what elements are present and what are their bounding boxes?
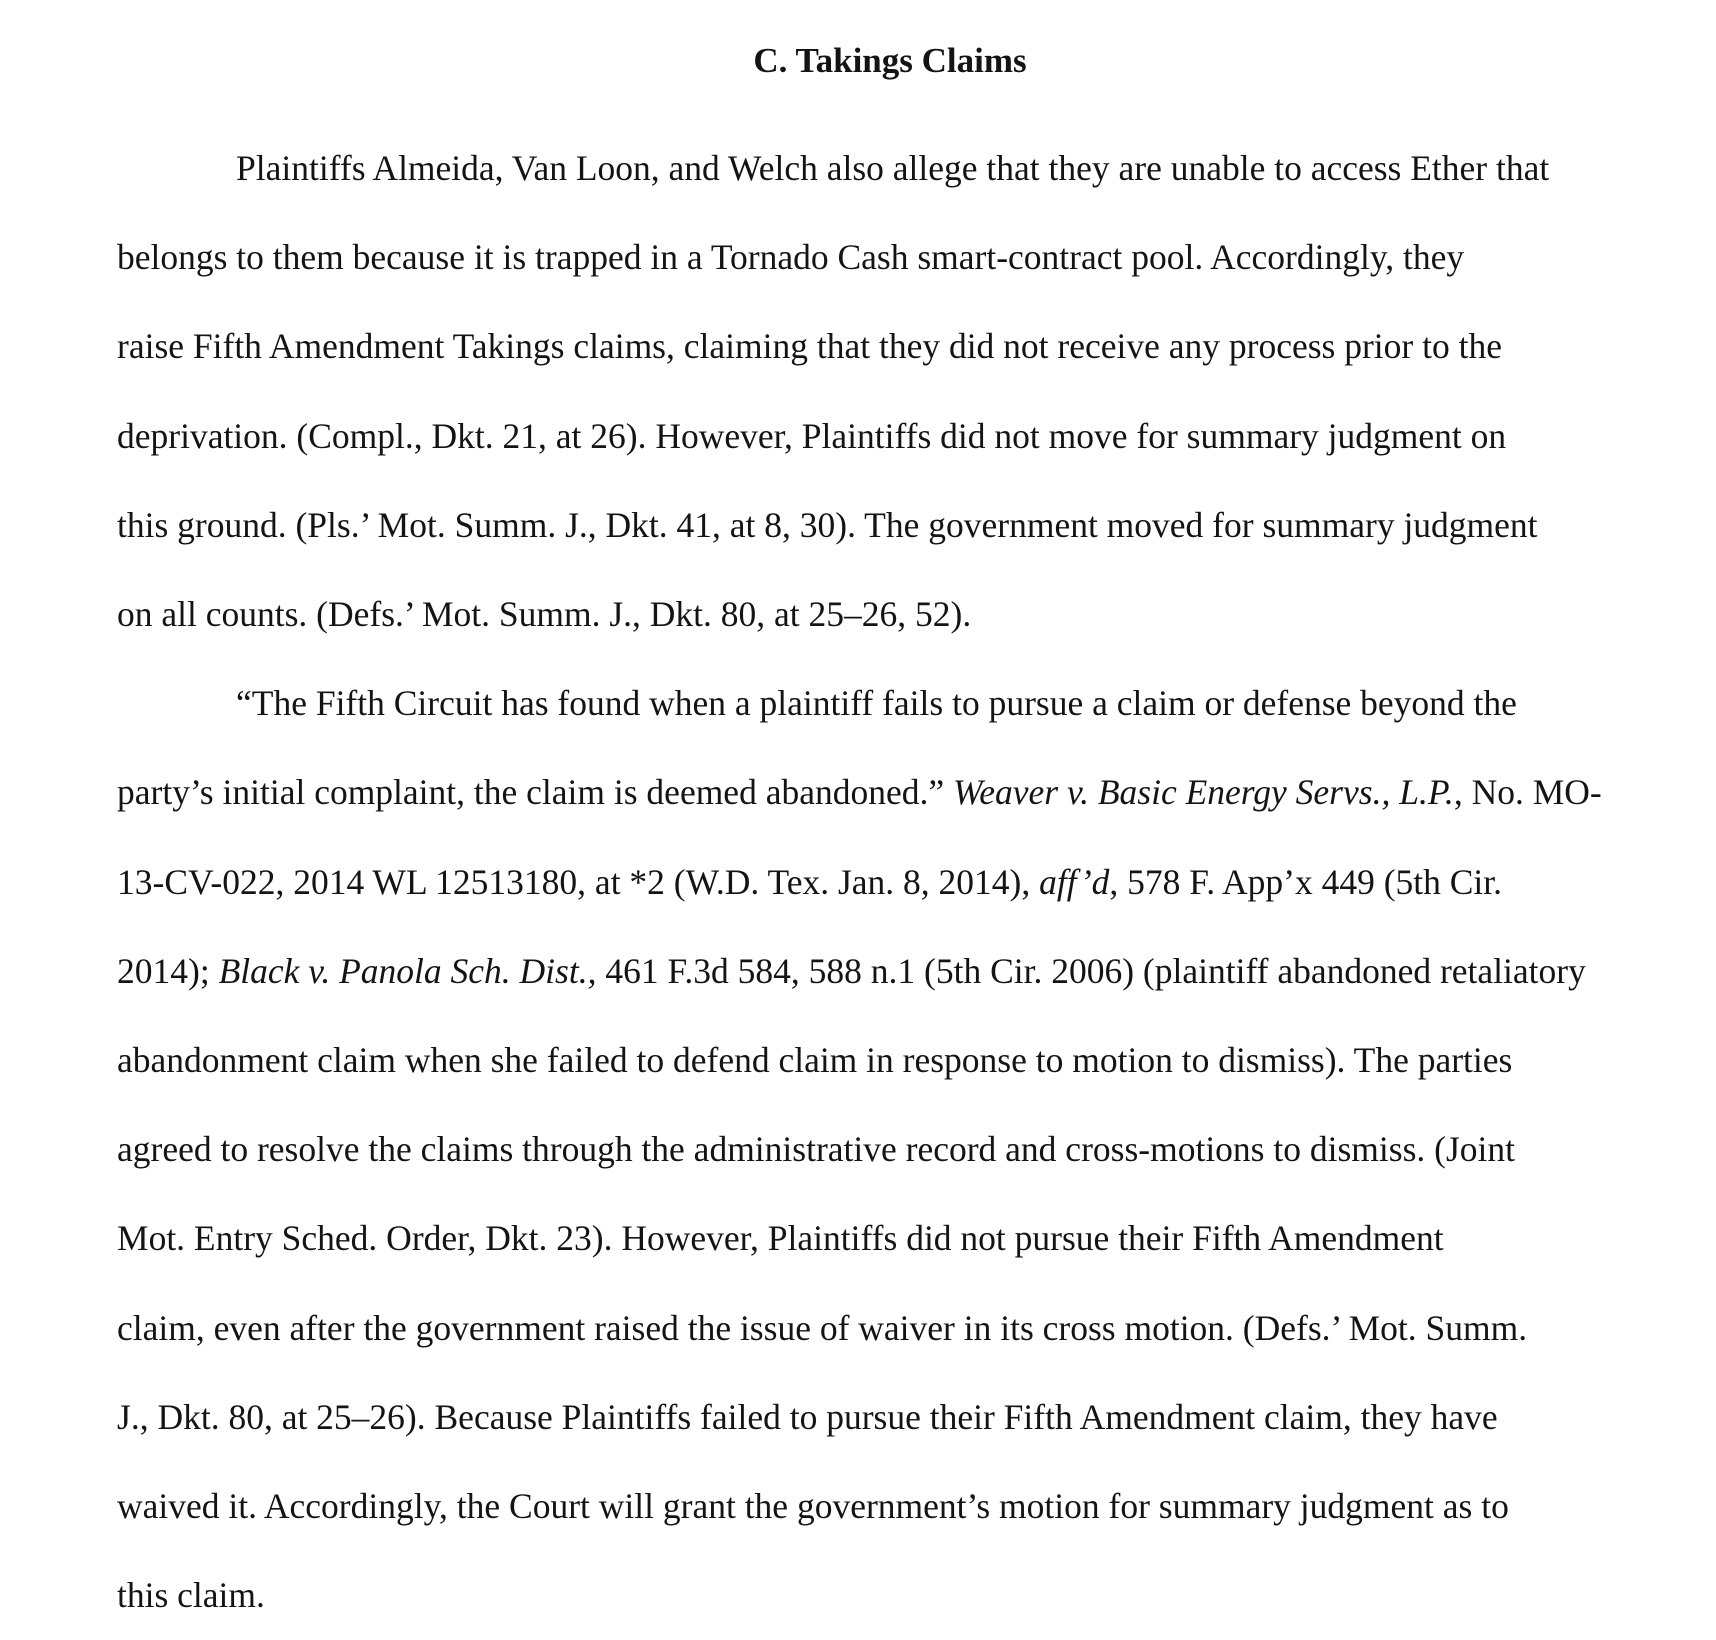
text-line xyxy=(117,302,1666,391)
text-line xyxy=(117,1284,1666,1373)
text-span: 2014); xyxy=(117,950,219,991)
text-line xyxy=(117,1016,1666,1105)
text-span: agreed to resolve the claims through the administrative record and cross-motions to dismiss. (Joint xyxy=(117,1129,1516,1170)
text-line xyxy=(117,1105,1666,1194)
text-span: J., Dkt. 80, at 25–26). Because Plaintiffs failed to pursue their Fifth Amendment claim, they have xyxy=(117,1396,1498,1437)
text-span: raise Fifth Amendment Takings claims, claiming that they did not receive any process prior to the xyxy=(117,326,1502,367)
text-span: party’s initial complaint, the claim is deemed abandoned.” xyxy=(117,772,953,813)
case-citation: aff’d xyxy=(1039,861,1110,902)
text-span: waived it. Accordingly, the Court will grant the government’s motion for summary judgment as to xyxy=(117,1486,1509,1527)
text-line xyxy=(117,748,1666,837)
text-line xyxy=(117,927,1666,1016)
paragraph xyxy=(117,124,1666,659)
text-span: , No. MO- xyxy=(1453,772,1602,813)
text-span: this claim. xyxy=(117,1575,265,1616)
body-text xyxy=(117,124,1666,1640)
text-line xyxy=(117,1373,1666,1462)
text-line xyxy=(117,481,1666,570)
text-line xyxy=(117,1194,1666,1283)
text-span: 13-CV-022, 2014 WL 12513180, at *2 (W.D. Tex. Jan. 8, 2014), xyxy=(117,861,1040,902)
text-span: claim, even after the government raised the issue of waiver in its cross motion. (Defs.’ Mot. Summ. xyxy=(117,1307,1528,1348)
paragraph xyxy=(117,659,1666,1640)
section-heading: C. Takings Claims xyxy=(753,41,1027,80)
text-line xyxy=(117,213,1666,302)
text-line xyxy=(117,1462,1666,1551)
text-line xyxy=(117,124,1666,213)
text-line xyxy=(117,838,1666,927)
text-span: Mot. Entry Sched. Order, Dkt. 23). However, Plaintiffs did not pursue their Fifth Amendment xyxy=(117,1218,1444,1259)
text-span: “The Fifth Circuit has found when a plaintiff fails to pursue a claim or defense beyond the xyxy=(236,683,1517,724)
case-citation: Black v. Panola Sch. Dist., xyxy=(218,950,597,991)
text-span: this ground. (Pls.’ Mot. Summ. J., Dkt. 41, at 8, 30). The government moved for summary judgment xyxy=(117,504,1538,545)
text-line xyxy=(117,570,1666,659)
text-line xyxy=(117,1551,1666,1640)
text-line xyxy=(117,392,1666,481)
text-span: Plaintiffs Almeida, Van Loon, and Welch also allege that they are unable to access Ether that xyxy=(236,148,1550,188)
text-span: deprivation. (Compl., Dkt. 21, at 26). However, Plaintiffs did not move for summary judgment on xyxy=(117,415,1507,456)
text-span: belongs to them because it is trapped in a Tornado Cash smart-contract pool. Accordingly, they xyxy=(117,237,1465,278)
case-citation: Weaver v. Basic Energy Servs., L.P. xyxy=(952,772,1454,813)
text-span: on all counts. (Defs.’ Mot. Summ. J., Dkt. 80, at 25–26, 52). xyxy=(117,594,972,635)
text-line xyxy=(117,659,1666,748)
text-span: 461 F.3d 584, 588 n.1 (5th Cir. 2006) (plaintiff abandoned retaliatory xyxy=(596,950,1586,991)
text-span: abandonment claim when she failed to defend claim in response to motion to dismiss). The parties xyxy=(117,1040,1513,1081)
text-span: , 578 F. App’x 449 (5th Cir. xyxy=(1109,861,1503,902)
